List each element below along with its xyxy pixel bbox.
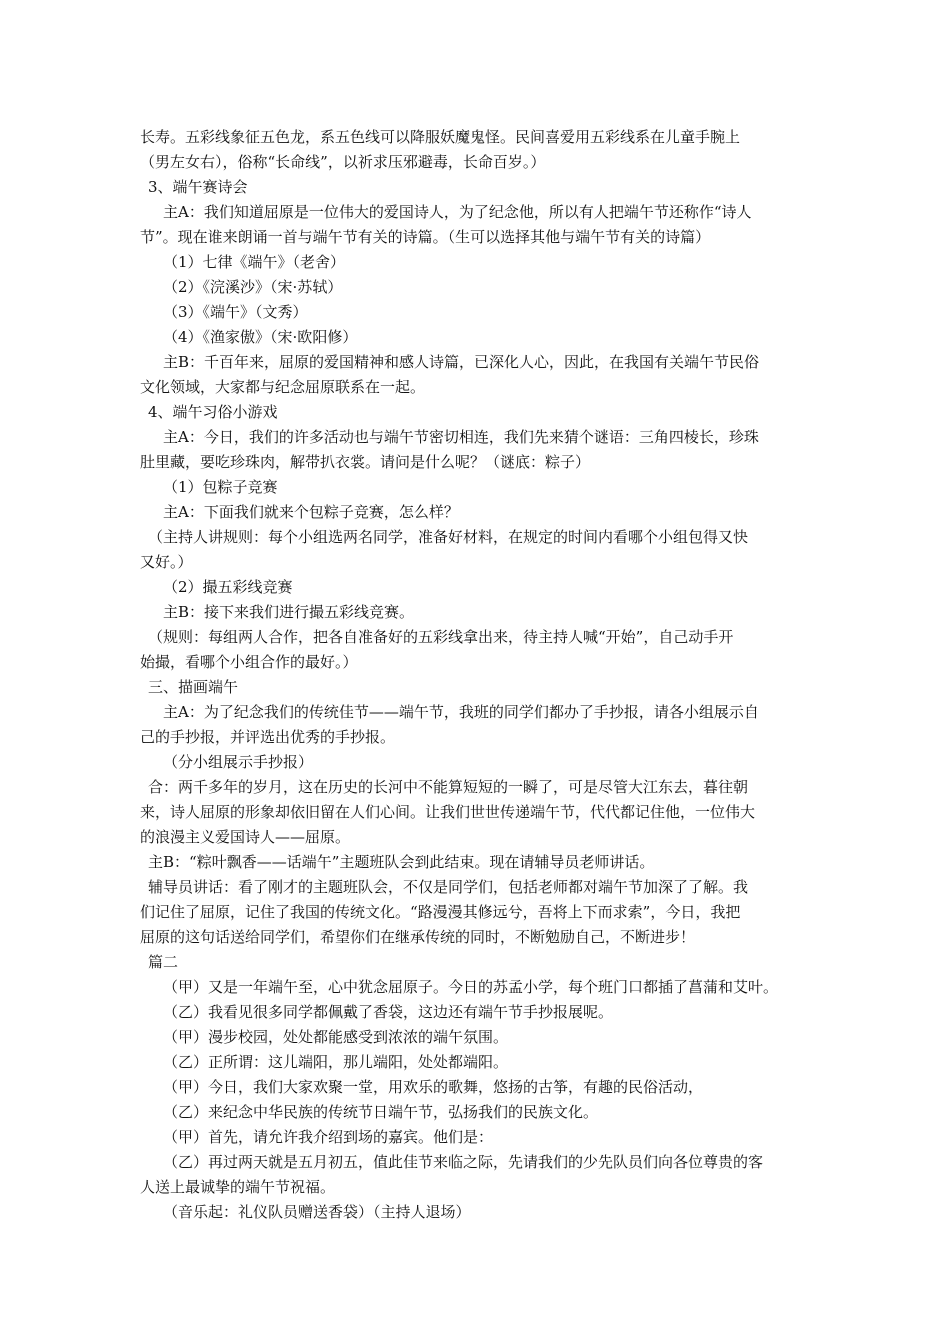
text-line: 主A：为了纪念我们的传统佳节——端午节，我班的同学们都办了手抄报，请各小组展示自 <box>163 703 759 721</box>
text-line: （主持人讲规则：每个小组选两名同学，准备好材料，在规定的时间内看哪个小组包得又快 <box>148 528 749 546</box>
text-line: （分小组展示手抄报） <box>163 753 314 771</box>
text-line: （2）撮五彩线竞赛 <box>163 578 293 596</box>
text-line: 三、描画端午 <box>148 678 239 696</box>
text-line: 3、端午赛诗会 <box>148 178 248 196</box>
text-line: 节”。现在谁来朗诵一首与端午节有关的诗篇。（生可以选择其他与端午节有关的诗篇） <box>140 228 711 246</box>
text-line: 文化领域，大家都与纪念屈原联系在一起。 <box>140 378 426 396</box>
text-line: 合：两千多年的岁月，这在历史的长河中不能算短短的一瞬了，可是尽管大江东去，暮往朝 <box>148 778 749 796</box>
text-line: 主A：我们知道屈原是一位伟大的爱国诗人，为了纪念他，所以有人把端午节还称作“诗人 <box>163 203 752 221</box>
text-line: （乙）正所谓：这儿端阳，那儿端阳，处处都端阳。 <box>163 1053 509 1071</box>
text-line: （3）《端午》（文秀） <box>163 303 308 321</box>
text-line: 长寿。五彩线象征五色龙，系五色线可以降服妖魔鬼怪。民间喜爱用五彩线系在儿童手腕上 <box>140 128 741 146</box>
text-line: （甲）漫步校园，处处都能感受到浓浓的端午氛围。 <box>163 1028 509 1046</box>
text-line: （1）七律《端午》（老舍） <box>163 253 346 271</box>
text-line: （2）《浣溪沙》（宋·苏轼） <box>163 278 343 296</box>
text-line: 4、端午习俗小游戏 <box>148 403 278 421</box>
text-line: （甲）首先，请允许我介绍到场的嘉宾。他们是： <box>163 1128 494 1146</box>
text-line: 主B：接下来我们进行撮五彩线竞赛。 <box>163 603 415 621</box>
text-line: 的浪漫主义爱国诗人——屈原。 <box>140 828 351 846</box>
text-line: 辅导员讲话：看了刚才的主题班队会，不仅是同学们，包括老师都对端午节加深了了解。我 <box>148 878 749 896</box>
text-line: （1）包粽子竞赛 <box>163 478 278 496</box>
text-line: 主A：今日，我们的许多活动也与端午节密切相连，我们先来猜个谜语：三角四棱长，珍珠 <box>163 428 759 446</box>
text-line: （规则：每组两人合作，把各自准备好的五彩线拿出来，待主持人喊“开始”，自己动手开 <box>148 628 734 646</box>
text-line: 人送上最诚挚的端午节祝福。 <box>140 1178 336 1196</box>
document-body <box>140 125 810 1225</box>
text-line: 屈原的这句话送给同学们，希望你们在继承传统的同时，不断勉励自己，不断进步！ <box>140 928 696 946</box>
text-line: 们记住了屈原，记住了我国的传统文化。“路漫漫其修远兮，吾将上下而求索”，今日，我把 <box>140 903 741 921</box>
text-line: 又好。） <box>140 553 193 571</box>
text-line: （甲）今日，我们大家欢聚一堂，用欢乐的歌舞，悠扬的古筝，有趣的民俗活动， <box>163 1078 704 1096</box>
text-line: 来，诗人屈原的形象却依旧留在人们心间。让我们世世传递端午节，代代都记住他，一位伟大 <box>140 803 756 821</box>
text-line: （音乐起：礼仪队员赠送香袋）（主持人退场） <box>163 1203 471 1221</box>
text-line: （乙）再过两天就是五月初五，值此佳节来临之际，先请我们的少先队员们向各位尊贵的客 <box>163 1153 764 1171</box>
text-line: 主A：下面我们就来个包粽子竞赛，怎么样？ <box>163 503 459 521</box>
text-line: 篇二 <box>148 953 179 971</box>
text-line: 主B：“粽叶飘香——话端午”主题班队会到此结束。现在请辅导员老师讲话。 <box>148 853 655 871</box>
text-line: （乙）我看见很多同学都佩戴了香袋，这边还有端午节手抄报展呢。 <box>163 1003 614 1021</box>
text-line: （男左女右），俗称“长命线”，以祈求压邪避毒，长命百岁。） <box>140 153 546 171</box>
text-line: （甲）又是一年端午至，心中犹念屈原子。今日的苏孟小学，每个班门口都插了菖蒲和艾叶。 <box>163 978 779 996</box>
text-line: 始撮，看哪个小组合作的最好。） <box>140 653 358 671</box>
text-line: （乙）来纪念中华民族的传统节日端午节，弘扬我们的民族文化。 <box>163 1103 599 1121</box>
text-line: （4）《渔家傲》（宋·欧阳修） <box>163 328 358 346</box>
text-line: 主B：千百年来，屈原的爱国精神和感人诗篇，已深化人心，因此，在我国有关端午节民俗 <box>163 353 760 371</box>
text-line: 肚里藏，要吃珍珠肉，解带扒衣裳。请问是什么呢？（谜底：粽子） <box>140 453 591 471</box>
text-line: 己的手抄报，并评选出优秀的手抄报。 <box>140 728 396 746</box>
